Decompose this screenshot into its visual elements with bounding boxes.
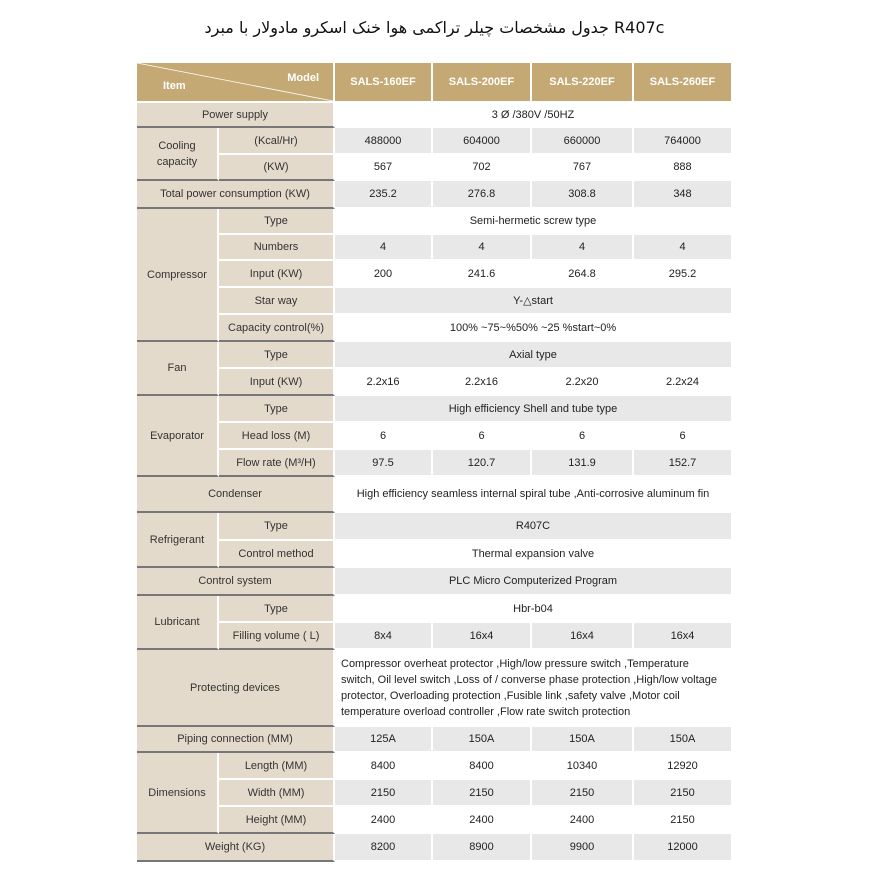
cooling-capacity-label: Cooling capacity xyxy=(137,128,219,181)
table-cell: 4 xyxy=(433,235,532,261)
evaporator-head-loss-label: Head loss (M) xyxy=(219,423,335,450)
table-cell: 16x4 xyxy=(532,623,634,650)
table-cell: 16x4 xyxy=(433,623,532,650)
protecting-devices-label: Protecting devices xyxy=(137,650,335,727)
evaporator-type-value: High efficiency Shell and tube type xyxy=(335,396,733,423)
table-cell: 152.7 xyxy=(634,450,733,477)
compressor-star-label: Star way xyxy=(219,288,335,315)
table-row xyxy=(137,369,733,396)
power-supply-label: Power supply xyxy=(137,103,335,128)
dimensions-label: Dimensions xyxy=(137,753,219,834)
table-row xyxy=(137,623,733,650)
weight-label: Weight (KG) xyxy=(137,834,335,862)
table-cell: 200 xyxy=(335,261,433,288)
table-row xyxy=(137,396,733,423)
table-cell: 8200 xyxy=(335,834,433,862)
table-cell: 12920 xyxy=(634,753,733,780)
table-row xyxy=(137,261,733,288)
table-row xyxy=(137,103,733,128)
table-row xyxy=(137,209,733,235)
table-row xyxy=(137,181,733,209)
table-row xyxy=(137,342,733,369)
table-cell: 604000 xyxy=(433,128,532,155)
table-row xyxy=(137,541,733,568)
control-system-label: Control system xyxy=(137,568,335,596)
table-cell: 6 xyxy=(335,423,433,450)
compressor-capacity-control-label: Capacity control(%) xyxy=(219,315,335,342)
table-cell: 235.2 xyxy=(335,181,433,209)
fan-label: Fan xyxy=(137,342,219,396)
table-cell: 2.2x20 xyxy=(532,369,634,396)
compressor-label: Compressor xyxy=(137,209,219,342)
compressor-type-label: Type xyxy=(219,209,335,235)
item-header-label: Item xyxy=(163,80,186,92)
table-row xyxy=(137,235,733,261)
table-cell: 6 xyxy=(433,423,532,450)
refrigerant-type-value: R407C xyxy=(335,513,733,541)
evaporator-label: Evaporator xyxy=(137,396,219,477)
lubricant-filling-label: Filling volume ( L) xyxy=(219,623,335,650)
table-cell: 2.2x16 xyxy=(433,369,532,396)
compressor-capacity-control-value: 100% ~75~%50% ~25 %start~0% xyxy=(335,315,733,342)
table-cell: 2150 xyxy=(634,780,733,807)
lubricant-type-value: Hbr-b04 xyxy=(335,596,733,623)
fan-type-label: Type xyxy=(219,342,335,369)
table-cell: 16x4 xyxy=(634,623,733,650)
table-cell: 488000 xyxy=(335,128,433,155)
table-cell: 276.8 xyxy=(433,181,532,209)
table-cell: 10340 xyxy=(532,753,634,780)
table-row xyxy=(137,288,733,315)
table-cell: 8400 xyxy=(335,753,433,780)
table-cell: 295.2 xyxy=(634,261,733,288)
power-supply-value: 3 Ø /380V /50HZ xyxy=(335,103,733,128)
table-cell: 2150 xyxy=(335,780,433,807)
table-cell: 97.5 xyxy=(335,450,433,477)
table-cell: 9900 xyxy=(532,834,634,862)
table-cell: 150A xyxy=(532,727,634,753)
compressor-numbers-label: Numbers xyxy=(219,235,335,261)
table-row xyxy=(137,727,733,753)
table-cell: 308.8 xyxy=(532,181,634,209)
fan-type-value: Axial type xyxy=(335,342,733,369)
table-cell: 2.2x16 xyxy=(335,369,433,396)
table-row xyxy=(137,568,733,596)
evaporator-flow-rate-label: Flow rate (M³/H) xyxy=(219,450,335,477)
table-row xyxy=(137,315,733,342)
table-row xyxy=(137,423,733,450)
table-cell: 2400 xyxy=(433,807,532,834)
control-system-value: PLC Micro Computerized Program xyxy=(335,568,733,596)
table-cell: 2150 xyxy=(433,780,532,807)
dimensions-width-label: Width (MM) xyxy=(219,780,335,807)
refrigerant-label: Refrigerant xyxy=(137,513,219,568)
table-cell: 660000 xyxy=(532,128,634,155)
table-cell: 4 xyxy=(532,235,634,261)
model-column-1: SALS-160EF xyxy=(335,63,433,103)
table-cell: 12000 xyxy=(634,834,733,862)
table-row xyxy=(137,753,733,780)
table-cell: 150A xyxy=(433,727,532,753)
table-cell: 125A xyxy=(335,727,433,753)
table-cell: 4 xyxy=(634,235,733,261)
fan-input-label: Input (KW) xyxy=(219,369,335,396)
table-cell: 4 xyxy=(335,235,433,261)
condenser-value: High efficiency seamless internal spiral tube ,Anti-corrosive aluminum fin xyxy=(335,477,733,513)
table-row xyxy=(137,128,733,155)
cooling-kw-label: (KW) xyxy=(219,155,335,181)
model-column-3: SALS-220EF xyxy=(532,63,634,103)
table-cell: 241.6 xyxy=(433,261,532,288)
compressor-star-value: Y-△start xyxy=(335,288,733,315)
model-column-4: SALS-260EF xyxy=(634,63,733,103)
table-row xyxy=(137,155,733,181)
condenser-label: Condenser xyxy=(137,477,335,513)
table-cell: 8x4 xyxy=(335,623,433,650)
table-cell: 8900 xyxy=(433,834,532,862)
table-row xyxy=(137,596,733,623)
dimensions-height-label: Height (MM) xyxy=(219,807,335,834)
table-cell: 702 xyxy=(433,155,532,181)
table-cell: 767 xyxy=(532,155,634,181)
model-column-2: SALS-200EF xyxy=(433,63,532,103)
evaporator-type-label: Type xyxy=(219,396,335,423)
table-cell: 2.2x24 xyxy=(634,369,733,396)
table-cell: 2400 xyxy=(335,807,433,834)
refrigerant-type-label: Type xyxy=(219,513,335,541)
dimensions-length-label: Length (MM) xyxy=(219,753,335,780)
model-header-label: Model xyxy=(287,72,319,84)
table-cell: 150A xyxy=(634,727,733,753)
piping-connection-label: Piping connection (MM) xyxy=(137,727,335,753)
table-cell: 888 xyxy=(634,155,733,181)
refrigerant-control-value: Thermal expansion valve xyxy=(335,541,733,568)
table-cell: 6 xyxy=(634,423,733,450)
table-cell: 131.9 xyxy=(532,450,634,477)
lubricant-type-label: Type xyxy=(219,596,335,623)
lubricant-label: Lubricant xyxy=(137,596,219,650)
table-cell: 8400 xyxy=(433,753,532,780)
table-row xyxy=(137,513,733,541)
table-header-row xyxy=(137,63,733,103)
compressor-type-value: Semi-hermetic screw type xyxy=(335,209,733,235)
compressor-input-label: Input (KW) xyxy=(219,261,335,288)
table-row xyxy=(137,780,733,807)
table-row xyxy=(137,807,733,834)
table-cell: 2150 xyxy=(634,807,733,834)
table-cell: 120.7 xyxy=(433,450,532,477)
table-cell: 2400 xyxy=(532,807,634,834)
table-row xyxy=(137,477,733,513)
refrigerant-control-label: Control method xyxy=(219,541,335,568)
table-row xyxy=(137,834,733,862)
table-cell: 264.8 xyxy=(532,261,634,288)
table-row xyxy=(137,450,733,477)
table-cell: 567 xyxy=(335,155,433,181)
table-cell: 6 xyxy=(532,423,634,450)
cooling-kcal-label: (Kcal/Hr) xyxy=(219,128,335,155)
page-title: جدول مشخصات چیلر تراکمی هوا خنک اسکرو مادولار با مبرد R407c xyxy=(204,18,665,37)
protecting-devices-value: Compressor overheat protector ,High/low pressure switch ,Temperature switch, Oil level switch ,Loss of / converse phase protection ,High/low voltage protector, Overloading protection ,Fusible link ,safety valve ,Motor coil temperature overload controller ,Flow rate switch protection xyxy=(335,650,733,727)
item-model-header xyxy=(137,63,335,103)
table-cell: 348 xyxy=(634,181,733,209)
spec-table xyxy=(137,63,733,862)
table-row xyxy=(137,650,733,727)
table-cell: 764000 xyxy=(634,128,733,155)
table-cell: 2150 xyxy=(532,780,634,807)
total-power-label: Total power consumption (KW) xyxy=(137,181,335,209)
